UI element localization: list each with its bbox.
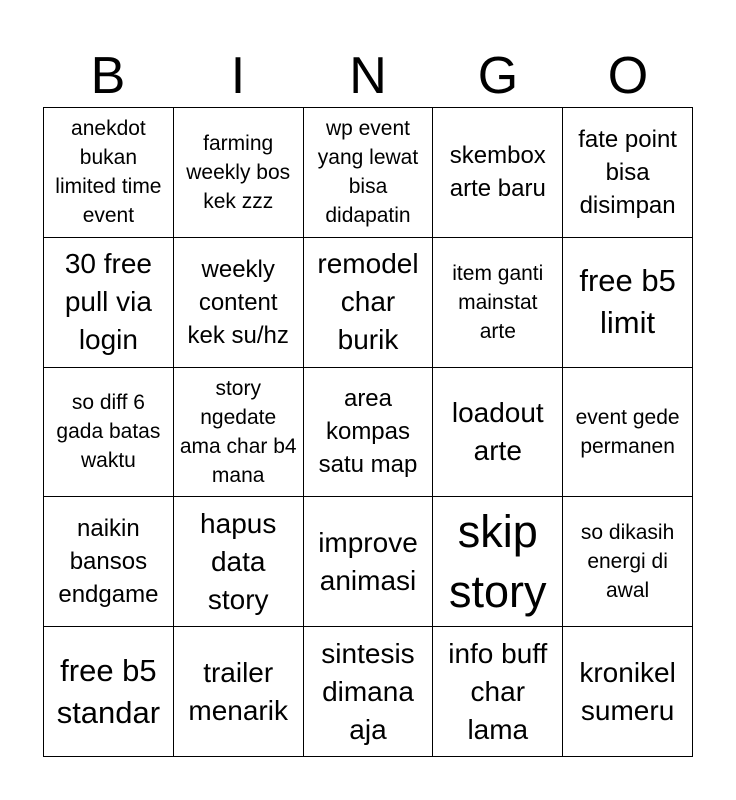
bingo-cell[interactable] [433, 368, 563, 498]
cell-label: so diff 6 gada batas waktu [56, 391, 161, 473]
bingo-cell[interactable] [44, 238, 174, 368]
cell-label: loadout arte [451, 396, 544, 466]
header-letter-i: I [230, 47, 246, 105]
bingo-cell[interactable] [174, 238, 304, 368]
bingo-cell[interactable] [433, 108, 563, 238]
cell-label: area kompas satu map [318, 385, 418, 479]
cell-label: improve animasi [318, 526, 418, 596]
cell-label: anekdot bukan limited time event [55, 117, 162, 228]
cell-label: skembox arte baru [449, 142, 546, 203]
header-letter-o: O [607, 47, 649, 105]
cell-label: farming weekly bos kek zzz [186, 131, 291, 213]
cell-label: free b5 standar [56, 652, 161, 730]
bingo-cell[interactable] [44, 627, 174, 757]
bingo-cell[interactable] [563, 238, 693, 368]
cell-label: weekly content kek su/hz [187, 255, 289, 349]
bingo-cell[interactable] [174, 627, 304, 757]
bingo-cell[interactable] [44, 108, 174, 238]
cell-label: story ngedate ama char b4 mana [179, 376, 297, 487]
bingo-cell[interactable] [563, 497, 693, 627]
header-letter-g: G [477, 47, 519, 105]
bingo-cell[interactable] [174, 497, 304, 627]
bingo-card [43, 107, 693, 757]
bingo-cell[interactable] [433, 497, 563, 627]
cell-label: kronikel sumeru [579, 656, 676, 726]
bingo-cell[interactable] [563, 108, 693, 238]
cell-label: free b5 limit [579, 263, 676, 341]
cell-label: 30 free pull via login [64, 248, 152, 356]
cell-label: remodel char burik [317, 248, 419, 356]
cell-label: so dikasih energi di awal [580, 521, 675, 603]
cell-label: item ganti mainstat arte [452, 261, 544, 343]
bingo-cell[interactable] [174, 108, 304, 238]
cell-label: naikin bansos endgame [58, 515, 159, 609]
bingo-cell[interactable] [304, 497, 434, 627]
bingo-cell[interactable] [304, 108, 434, 238]
bingo-header [43, 46, 693, 106]
bingo-cell[interactable] [44, 368, 174, 498]
header-letter-b: B [90, 47, 126, 105]
cell-label: sintesis dimana aja [321, 637, 415, 745]
cell-label: event gede permanen [575, 405, 680, 458]
bingo-cell[interactable] [433, 238, 563, 368]
bingo-cell[interactable] [563, 627, 693, 757]
bingo-cell[interactable] [304, 627, 434, 757]
cell-label: skip story [449, 505, 547, 617]
cell-label: wp event yang lewat bisa didapatin [317, 117, 419, 228]
bingo-cell[interactable] [304, 238, 434, 368]
bingo-cell[interactable] [174, 368, 304, 498]
bingo-cell[interactable] [563, 368, 693, 498]
bingo-cell[interactable] [304, 368, 434, 498]
cell-label: trailer menarik [188, 656, 288, 726]
cell-label: fate point bisa disimpan [578, 125, 677, 219]
bingo-cell[interactable] [433, 627, 563, 757]
cell-label: hapus data story [200, 507, 277, 615]
header-letter-n: N [349, 47, 387, 105]
bingo-cell[interactable] [44, 497, 174, 627]
cell-label: info buff char lama [448, 637, 548, 745]
